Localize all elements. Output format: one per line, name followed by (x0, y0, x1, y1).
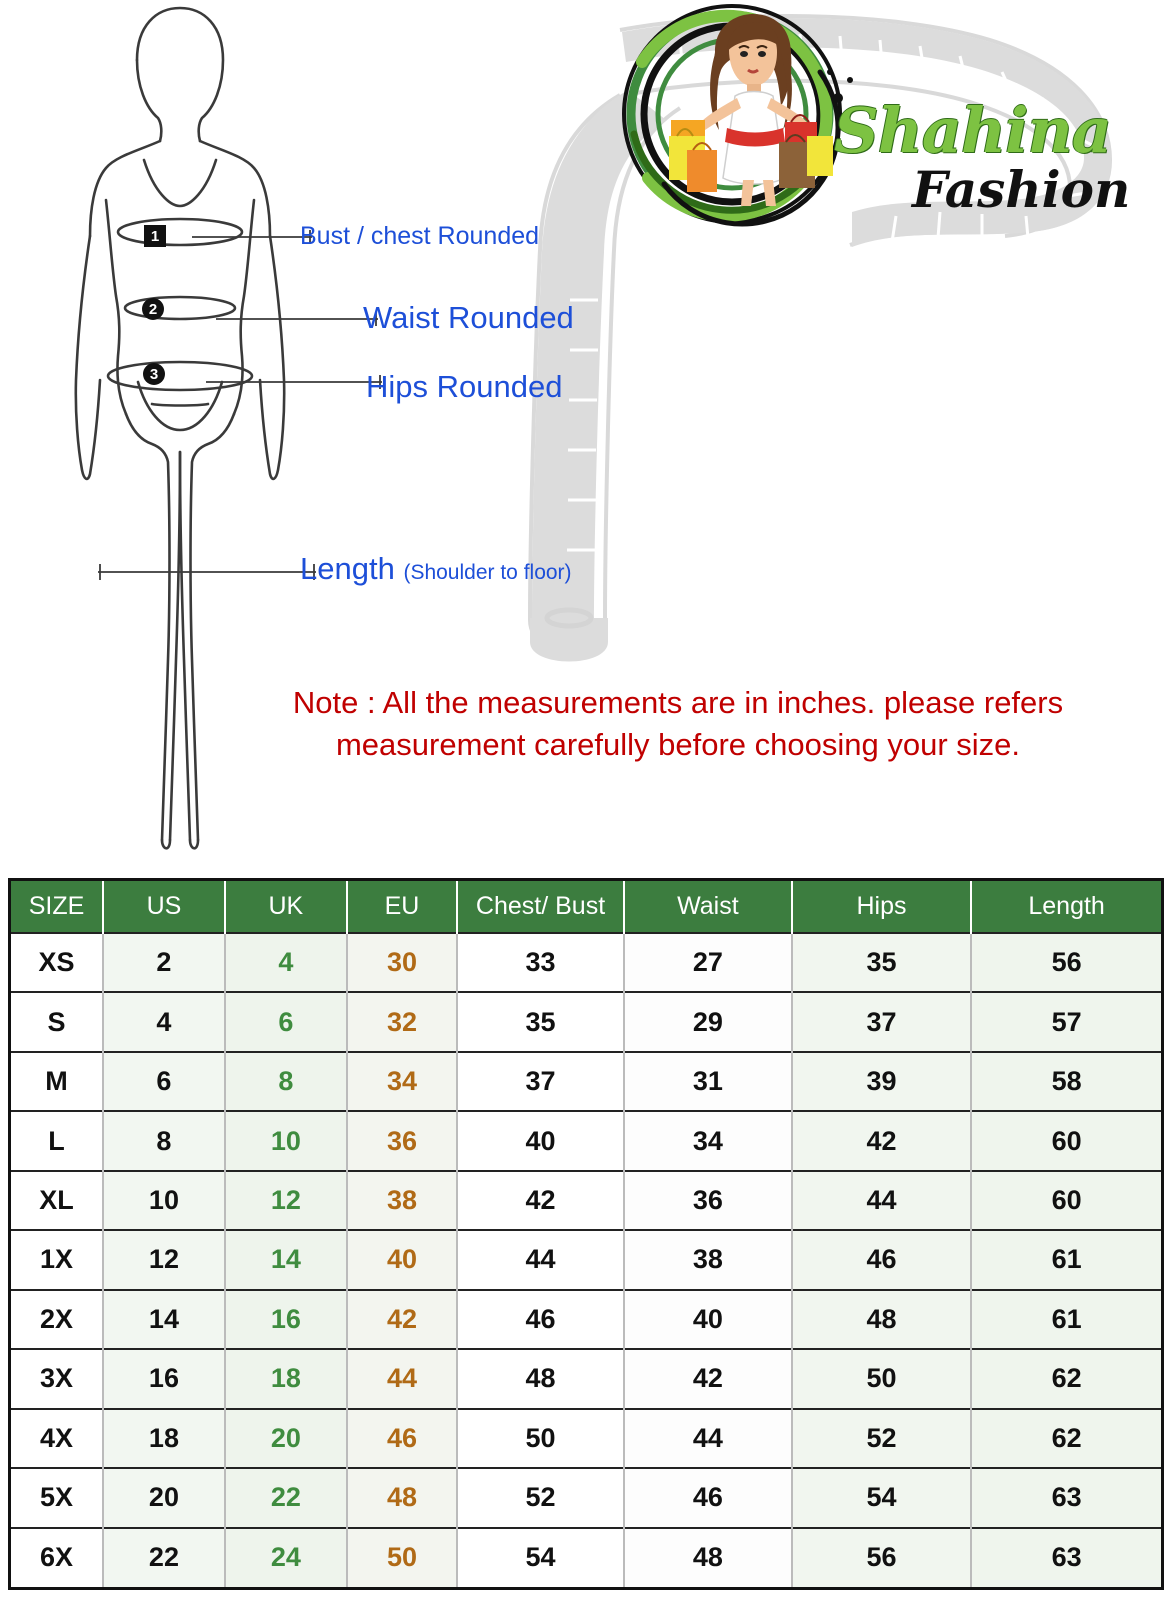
table-row (11, 933, 1161, 992)
shopping-girl-illustration-icon (657, 10, 837, 210)
label-length-main: Length (300, 551, 395, 586)
cell-uk: 10 (225, 1111, 347, 1170)
cell-uk: 8 (225, 1052, 347, 1111)
cell-us: 22 (103, 1528, 225, 1587)
cell-size: 4X (11, 1409, 103, 1468)
cell-length: 63 (971, 1528, 1161, 1587)
cell-chest: 46 (457, 1290, 624, 1349)
cell-size: XL (11, 1171, 103, 1230)
col-header-chest: Chest/ Bust (457, 881, 624, 933)
brand-name: Shahina (834, 94, 1111, 167)
cell-waist: 46 (624, 1468, 792, 1527)
cell-uk: 12 (225, 1171, 347, 1230)
size-chart-table (8, 878, 1164, 1590)
cell-length: 63 (971, 1468, 1161, 1527)
cell-waist: 40 (624, 1290, 792, 1349)
cell-hips: 54 (792, 1468, 971, 1527)
col-header-uk: UK (225, 881, 347, 933)
cell-eu: 48 (347, 1468, 457, 1527)
cell-chest: 37 (457, 1052, 624, 1111)
cell-hips: 44 (792, 1171, 971, 1230)
cell-chest: 35 (457, 992, 624, 1051)
cell-uk: 24 (225, 1528, 347, 1587)
cell-us: 12 (103, 1230, 225, 1289)
cell-us: 14 (103, 1290, 225, 1349)
cell-size: XS (11, 933, 103, 992)
col-header-us: US (103, 881, 225, 933)
cell-size: S (11, 992, 103, 1051)
cell-length: 58 (971, 1052, 1161, 1111)
cell-eu: 30 (347, 933, 457, 992)
col-header-size: SIZE (11, 881, 103, 933)
cell-chest: 40 (457, 1111, 624, 1170)
cell-uk: 22 (225, 1468, 347, 1527)
cell-eu: 40 (347, 1230, 457, 1289)
cell-eu: 32 (347, 992, 457, 1051)
cell-size: M (11, 1052, 103, 1111)
label-waist: Waist Rounded (363, 300, 574, 335)
cell-waist: 29 (624, 992, 792, 1051)
cell-uk: 6 (225, 992, 347, 1051)
cell-us: 8 (103, 1111, 225, 1170)
cell-chest: 50 (457, 1409, 624, 1468)
table-row (11, 1171, 1161, 1230)
cell-eu: 38 (347, 1171, 457, 1230)
col-header-eu: EU (347, 881, 457, 933)
cell-uk: 14 (225, 1230, 347, 1289)
cell-us: 6 (103, 1052, 225, 1111)
cell-chest: 44 (457, 1230, 624, 1289)
table-row (11, 1052, 1161, 1111)
cell-length: 62 (971, 1349, 1161, 1408)
cell-waist: 27 (624, 933, 792, 992)
cell-chest: 33 (457, 933, 624, 992)
cell-chest: 54 (457, 1528, 624, 1587)
cell-size: 3X (11, 1349, 103, 1408)
brand-logo (612, 2, 1132, 232)
cell-hips: 35 (792, 933, 971, 992)
cell-hips: 37 (792, 992, 971, 1051)
cell-size: 2X (11, 1290, 103, 1349)
cell-length: 61 (971, 1290, 1161, 1349)
cell-eu: 42 (347, 1290, 457, 1349)
cell-eu: 46 (347, 1409, 457, 1468)
cell-chest: 42 (457, 1171, 624, 1230)
cell-uk: 20 (225, 1409, 347, 1468)
cell-hips: 39 (792, 1052, 971, 1111)
cell-us: 2 (103, 933, 225, 992)
cell-hips: 46 (792, 1230, 971, 1289)
cell-waist: 42 (624, 1349, 792, 1408)
cell-us: 16 (103, 1349, 225, 1408)
cell-waist: 48 (624, 1528, 792, 1587)
cell-length: 56 (971, 933, 1161, 992)
cell-hips: 52 (792, 1409, 971, 1468)
cell-waist: 38 (624, 1230, 792, 1289)
label-length (300, 551, 572, 587)
cell-hips: 56 (792, 1528, 971, 1587)
cell-waist: 31 (624, 1052, 792, 1111)
cell-waist: 44 (624, 1409, 792, 1468)
label-length-sub: (Shoulder to floor) (403, 561, 572, 584)
table-row (11, 1349, 1161, 1408)
cell-chest: 48 (457, 1349, 624, 1408)
cell-hips: 50 (792, 1349, 971, 1408)
cell-eu: 44 (347, 1349, 457, 1408)
cell-chest: 52 (457, 1468, 624, 1527)
cell-eu: 36 (347, 1111, 457, 1170)
table-row (11, 1528, 1161, 1587)
badge-2: 2 (142, 298, 164, 320)
label-hips: Hips Rounded (366, 369, 563, 404)
cell-us: 10 (103, 1171, 225, 1230)
cell-us: 4 (103, 992, 225, 1051)
label-bust: Bust / chest Rounded (300, 222, 540, 250)
cell-uk: 16 (225, 1290, 347, 1349)
measurement-note: Note : All the measurements are in inches. please refers measurement carefully before choosing your size. (292, 685, 1064, 762)
cell-length: 60 (971, 1111, 1161, 1170)
cell-size: L (11, 1111, 103, 1170)
cell-eu: 50 (347, 1528, 457, 1587)
col-header-length: Length (971, 881, 1161, 933)
table-header-row (11, 881, 1161, 933)
brand-subtitle: Fashion (912, 160, 1131, 219)
cell-size: 1X (11, 1230, 103, 1289)
cell-us: 20 (103, 1468, 225, 1527)
table-row (11, 1409, 1161, 1468)
col-header-waist: Waist (624, 881, 792, 933)
cell-uk: 18 (225, 1349, 347, 1408)
badge-1: 1 (144, 225, 166, 247)
cell-eu: 34 (347, 1052, 457, 1111)
table-row (11, 992, 1161, 1051)
cell-us: 18 (103, 1409, 225, 1468)
table-row (11, 1111, 1161, 1170)
cell-size: 6X (11, 1528, 103, 1587)
col-header-hips: Hips (792, 881, 971, 933)
cell-length: 57 (971, 992, 1161, 1051)
cell-length: 61 (971, 1230, 1161, 1289)
table-row (11, 1290, 1161, 1349)
cell-length: 62 (971, 1409, 1161, 1468)
cell-length: 60 (971, 1171, 1161, 1230)
cell-waist: 36 (624, 1171, 792, 1230)
cell-size: 5X (11, 1468, 103, 1527)
badge-3: 3 (143, 363, 165, 385)
cell-hips: 48 (792, 1290, 971, 1349)
cell-hips: 42 (792, 1111, 971, 1170)
table-row (11, 1230, 1161, 1289)
cell-waist: 34 (624, 1111, 792, 1170)
cell-uk: 4 (225, 933, 347, 992)
table-row (11, 1468, 1161, 1527)
